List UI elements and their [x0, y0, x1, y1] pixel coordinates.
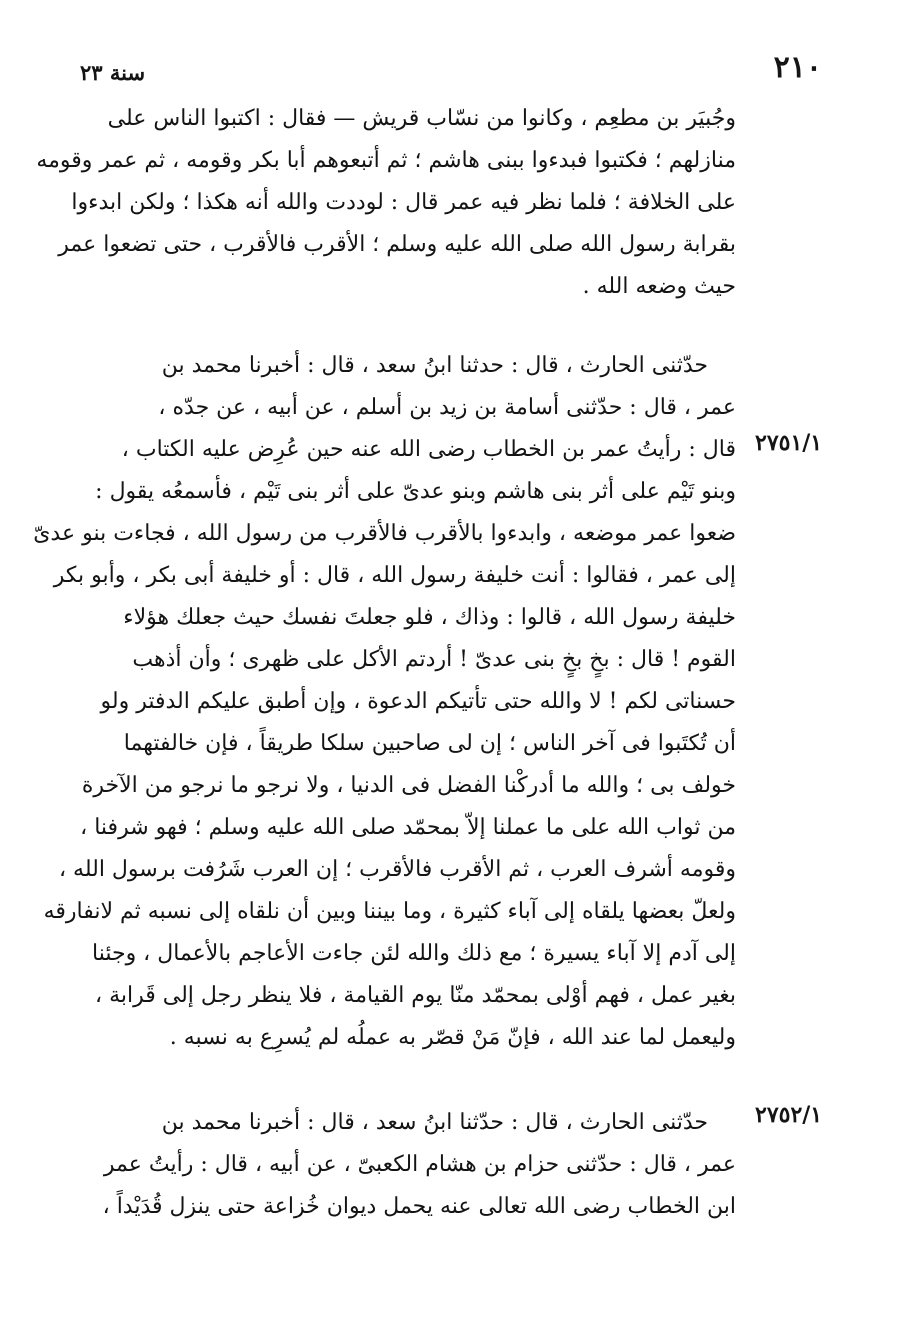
text-line: حدّثنى الحارث ، قال : حدثنا ابنُ سعد ، قال : أخبرنا محمد بن [161, 353, 708, 378]
text-line: وبنو تَيْم على أثر بنى هاشم وبنو عدىّ على أثر بنى تَيْم ، فأسمعُه يقول : [95, 479, 736, 504]
text-line: خولف بى ؛ والله ما أدركْنا الفضل فى الدنيا ، ولا نرجو ما نرجو من الآخرة [81, 773, 736, 798]
text-line: وقومه أشرف العرب ، ثم الأقرب فالأقرب ؛ إن العرب شَرُفت برسول الله ، [58, 857, 736, 882]
text-line: حدّثنى الحارث ، قال : حدّثنا ابنُ سعد ، قال : أخبرنا محمد بن [161, 1110, 708, 1135]
text-line: حسناتى لكم ! لا والله حتى تأتيكم الدعوة ، وإن أطبق عليكم الدفتر ولو [100, 689, 736, 714]
text-line: وجُبيَر بن مطعِم ، وكانوا من نسّاب قريش — فقال : اكتبوا الناس على [107, 106, 736, 131]
text-line: خليفة رسول الله ، قالوا : وذاك ، فلو جعلتَ نفسك حيث جعلك هؤلاء [123, 605, 736, 630]
text-line: وليعمل لما عند الله ، فإنّ مَنْ قصّر به عملُه لم يُسرِع به نسبه . [169, 1025, 736, 1050]
marginal-entry-number: ٢٧٥٢/١ [755, 1102, 823, 1128]
text-line: إلى عمر ، فقالوا : أنت خليفة رسول الله ، قال : أو خليفة أبى بكر ، وأبو بكر [53, 563, 736, 588]
paragraph-entry-2752 [104, 1102, 736, 1228]
text-line: على الخلافة ؛ فلما نظر فيه عمر قال : لوددت والله أنه هكذا ؛ ولكن ابدءوا [71, 190, 736, 215]
text-line: ابن الخطاب رضى الله تعالى عنه يحمل ديوان خُزاعة حتى ينزل قُدَيْداً ، [102, 1194, 736, 1219]
text-line: من ثواب الله على ما عملنا إلاّ بمحمّد صلى الله عليه وسلم ؛ فهو شرفنا ، [80, 815, 736, 840]
text-line: منازلهم ؛ فكتبوا فبدءوا ببنى هاشم ؛ ثم أتبعوهم أبا بكر وقومه ، ثم عمر وقومه [36, 148, 736, 173]
year-label: سنة ٢٣ [80, 60, 146, 85]
paragraph-continuation [36, 98, 736, 308]
text-line: حيث وضعه الله . [582, 274, 736, 299]
paragraph-entry-2751 [33, 345, 736, 1059]
marginal-entry-number: ٢٧٥١/١ [755, 430, 823, 456]
page-header [80, 50, 822, 90]
text-line: بغير عمل ، فهم أوْلى بمحمّد منّا يوم القيامة ، فلا ينظر رجل إلى قَرابة ، [94, 983, 736, 1008]
text-line: قال : رأيتُ عمر بن الخطاب رضى الله عنه حين عُرِض عليه الكتاب ، [121, 437, 736, 462]
text-line: عمر ، قال : حدّثنى أسامة بن زيد بن أسلم ، عن أبيه ، عن جدّه ، [158, 395, 736, 420]
page-number: ٢١٠ [773, 50, 822, 85]
text-line: إلى آدم إلا آباء يسيرة ؛ مع ذلك والله لئن جاءت الأعاجم بالأعمال ، وجئنا [91, 941, 736, 966]
text-line: بقرابة رسول الله صلى الله عليه وسلم ؛ الأقرب فالأقرب ، حتى تضعوا عمر [58, 232, 736, 257]
text-line: ولعلّ بعضها يلقاه إلى آباء كثيرة ، وما بيننا وبين أن نلقاه إلى نسبه ثم لانفارقه [43, 899, 736, 924]
text-line: أن تُكتَبوا فى آخر الناس ؛ إن لى صاحبين سلكا طريقاً ، فإن خالفتهما [123, 731, 736, 756]
text-line: ضعوا عمر موضعه ، وابدءوا بالأقرب فالأقرب من رسول الله ، فجاءت بنو عدىّ [33, 521, 736, 546]
text-line: عمر ، قال : حدّثنى حزام بن هشام الكعبىّ ، عن أبيه ، قال : رأيتُ عمر [103, 1152, 736, 1177]
text-line: القوم ! قال : بخٍ بخٍ بنى عدىّ ! أردتم الأكل على ظهرى ؛ وأن أذهب [132, 647, 736, 672]
